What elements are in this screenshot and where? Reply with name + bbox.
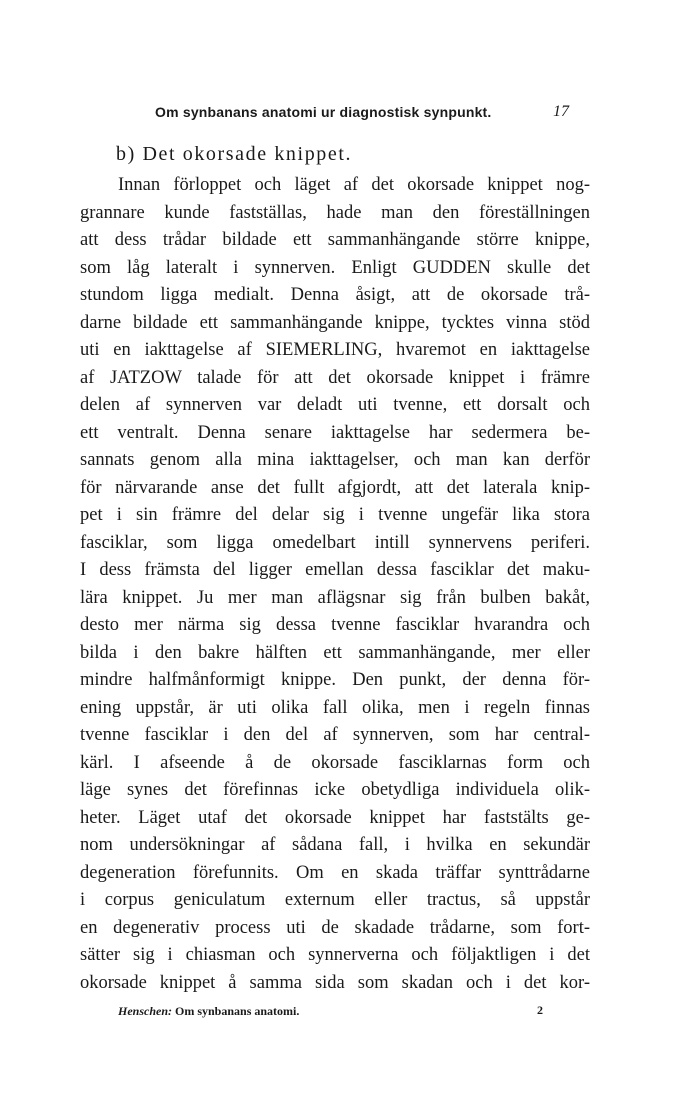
text-line: pet i sin främre del delar sig i tvenne ungefär lika stora [80,505,590,525]
text-line: för närvarande anse det fullt afgjordt, att det laterala knip- [80,477,590,498]
text-line: desto mer närma sig dessa tvenne fasciklar hvarandra och [80,615,590,635]
text-line: bilda i den bakre hälften ett sammanhängande, mer eller [80,642,590,663]
text-line: degeneration förefunnits. Om en skada träffar synttrådarne [80,862,590,883]
text-line: tvenne fasciklar i den del af synnerven, som har central- [80,725,590,745]
text-line: heter. Läget utaf det okorsade knippet har faststälts ge- [80,807,590,828]
text-line: I dess främsta del ligger emellan dessa fasciklar det maku- [80,560,590,580]
text-line: ett ventralt. Denna senare iakttagelse har sedermera be- [80,422,590,443]
text-line: okorsade knippet å samma sida som skadan och i det kor- [80,972,590,993]
text-line: som låg lateralt i synnerven. Enligt GUDDEN skulle det [80,257,590,278]
text-line: grannare kunde fastställas, hade man den föreställningen [80,202,590,223]
text-line: nom undersökningar af sådana fall, i hvilka en sekundär [80,835,590,855]
text-line: delen af synnerven var deladt uti tvenne, ett dorsalt och [80,395,590,415]
text-line: fasciklar, som ligga omedelbart intill synnervens periferi. [80,532,590,553]
text-line: lära knippet. Ju mer man aflägsnar sig från bulben bakåt, [80,587,590,608]
text-line: kärl. I afseende å de okorsade fasciklarnas form och [80,752,590,773]
text-line: ening uppstår, är uti olika fall olika, men i regeln finnas [80,697,590,718]
text-line: att dess trådar bildade ett sammanhängande större knippe, [80,230,590,250]
footer-author: Henschen: [118,1004,172,1018]
text-line: af JATZOW talade för att det okorsade knippet i främre [80,367,590,388]
text-line: sannats genom alla mina iakttagelser, och man kan derför [80,450,590,470]
body-paragraph [80,172,590,997]
text-line: sätter sig i chiasman och synnerverna och följaktligen i det [80,945,590,965]
signature-mark: 2 [537,1003,543,1017]
text-line: i corpus geniculatum externum eller tractus, så uppstår [80,890,590,910]
text-line: stundom ligga medialt. Denna åsigt, att de okorsade trå- [80,285,590,305]
text-line: läge synes det förefinnas icke obetydliga individuela olik- [80,780,590,800]
section-heading: b) Det okorsade knippet. [116,143,353,165]
text-line: darne bildade ett sammanhängande knippe, tycktes vinna stöd [80,312,590,333]
footer-reference [118,1004,299,1019]
text-line: en degenerativ process uti de skadade trådarne, som fort- [80,917,590,938]
page-number: 17 [553,103,569,120]
footer-title: Om synbanans anatomi. [175,1004,300,1018]
text-line: Innan förloppet och läget af det okorsade knippet nog- [118,175,590,195]
running-title: Om synbanans anatomi ur diagnostisk synpunkt. [155,104,492,120]
text-line: mindre halfmånformigt knippe. Den punkt, der denna för- [80,670,590,690]
text-line: uti en iakttagelse af SIEMERLING, hvaremot en iakttagelse [80,340,590,360]
